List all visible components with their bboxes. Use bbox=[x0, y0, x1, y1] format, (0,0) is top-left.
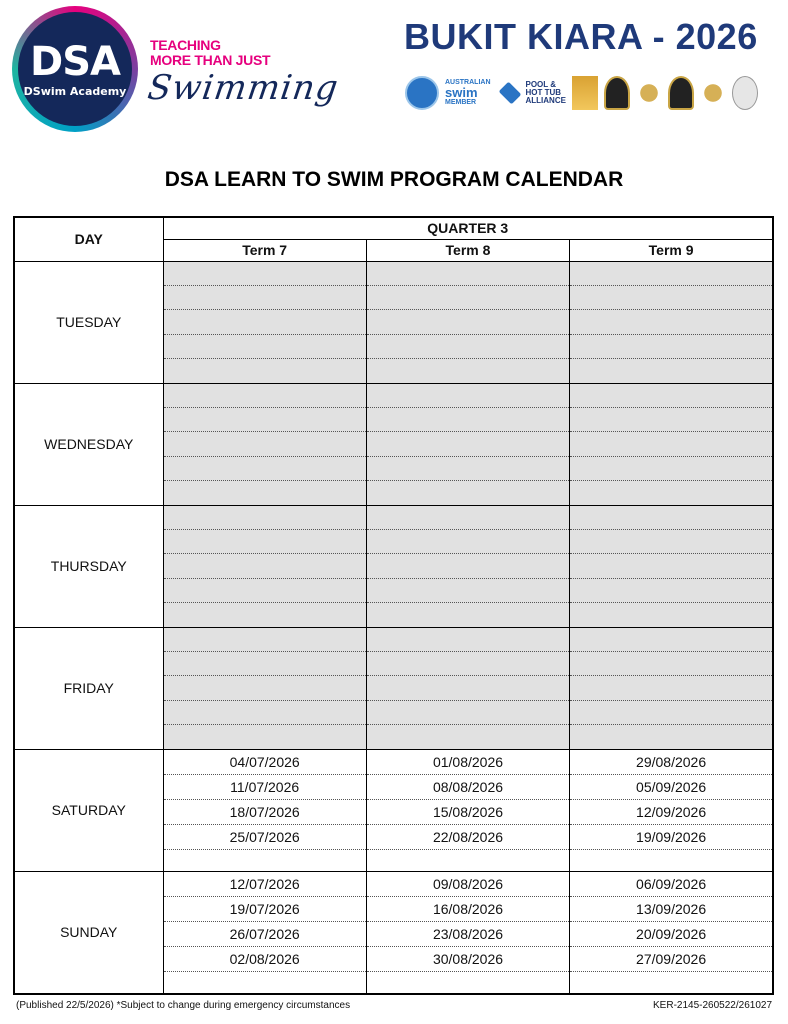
session-date: 01/08/2026 bbox=[367, 750, 569, 775]
session-date bbox=[570, 701, 772, 725]
session-date bbox=[570, 408, 772, 432]
session-date: 30/08/2026 bbox=[367, 947, 569, 972]
session-date: 12/09/2026 bbox=[570, 800, 772, 825]
day-row bbox=[14, 627, 773, 749]
term-cell bbox=[366, 261, 569, 383]
term-cell bbox=[163, 749, 366, 871]
session-date: 22/08/2026 bbox=[367, 825, 569, 850]
session-date bbox=[570, 972, 772, 993]
session-date: 19/07/2026 bbox=[164, 897, 366, 922]
session-date bbox=[570, 603, 772, 626]
session-date bbox=[164, 603, 366, 626]
award-medal-icon bbox=[700, 76, 726, 110]
session-date bbox=[367, 506, 569, 530]
term-cell bbox=[366, 749, 569, 871]
session-date bbox=[164, 530, 366, 554]
session-date bbox=[164, 310, 366, 334]
session-date: 05/09/2026 bbox=[570, 775, 772, 800]
term-cell bbox=[570, 627, 773, 749]
accreditation-badges bbox=[405, 76, 758, 110]
term-cell bbox=[366, 627, 569, 749]
session-date bbox=[367, 554, 569, 578]
term-cell bbox=[366, 383, 569, 505]
session-date bbox=[164, 481, 366, 504]
session-date: 19/09/2026 bbox=[570, 825, 772, 850]
day-row bbox=[14, 383, 773, 505]
session-date bbox=[367, 850, 569, 871]
session-date: 06/09/2026 bbox=[570, 872, 772, 897]
session-date: 13/09/2026 bbox=[570, 897, 772, 922]
session-date bbox=[164, 652, 366, 676]
day-label: WEDNESDAY bbox=[14, 383, 163, 505]
day-column-header: DAY bbox=[14, 217, 163, 261]
tagline-script: Swimming bbox=[145, 68, 342, 108]
program-calendar bbox=[13, 216, 774, 995]
session-date: 04/07/2026 bbox=[164, 750, 366, 775]
session-date: 29/08/2026 bbox=[570, 750, 772, 775]
award-seal-icon bbox=[732, 76, 758, 110]
session-date bbox=[367, 310, 569, 334]
document-title: DSA LEARN TO SWIM PROGRAM CALENDAR bbox=[164, 168, 624, 191]
logo-sub-text: DSwim Academy bbox=[23, 84, 127, 98]
session-date bbox=[570, 628, 772, 652]
session-date bbox=[570, 481, 772, 504]
session-date bbox=[164, 408, 366, 432]
session-date: 02/08/2026 bbox=[164, 947, 366, 972]
award-star-icon bbox=[636, 76, 662, 110]
award-crest-icon bbox=[668, 76, 694, 110]
session-date bbox=[164, 701, 366, 725]
session-date bbox=[570, 310, 772, 334]
session-date bbox=[367, 481, 569, 504]
session-date bbox=[570, 725, 772, 748]
location-title: BUKIT KIARA - 2026 bbox=[404, 16, 758, 57]
session-date bbox=[164, 579, 366, 603]
session-date bbox=[367, 359, 569, 382]
session-date: 08/08/2026 bbox=[367, 775, 569, 800]
session-date bbox=[164, 262, 366, 286]
session-date bbox=[367, 603, 569, 626]
session-date bbox=[367, 432, 569, 456]
session-date: 18/07/2026 bbox=[164, 800, 366, 825]
session-date bbox=[164, 554, 366, 578]
session-date bbox=[164, 676, 366, 700]
session-date: 20/09/2026 bbox=[570, 922, 772, 947]
footer-note: (Published 22/5/2026) *Subject to change during emergency circumstances bbox=[16, 1000, 351, 1011]
session-date bbox=[570, 850, 772, 871]
session-date bbox=[164, 432, 366, 456]
term-cell bbox=[570, 871, 773, 994]
term-header: Term 8 bbox=[366, 239, 569, 261]
session-date bbox=[164, 359, 366, 382]
session-date bbox=[570, 286, 772, 310]
session-date bbox=[164, 335, 366, 359]
term-cell bbox=[570, 261, 773, 383]
session-date bbox=[570, 335, 772, 359]
logo-main-text: DSA bbox=[30, 38, 120, 85]
session-date bbox=[367, 676, 569, 700]
session-date bbox=[570, 506, 772, 530]
day-label: THURSDAY bbox=[14, 505, 163, 627]
session-date: 16/08/2026 bbox=[367, 897, 569, 922]
session-date: 11/07/2026 bbox=[164, 775, 366, 800]
aus-swim-badge: AUSTRALIAN swim MEMBER bbox=[445, 79, 491, 106]
day-row bbox=[14, 749, 773, 871]
session-date bbox=[164, 628, 366, 652]
day-row bbox=[14, 261, 773, 383]
day-row bbox=[14, 871, 773, 994]
accreditation-seal-icon bbox=[405, 76, 439, 110]
quarter-header: QUARTER 3 bbox=[163, 217, 773, 239]
session-date bbox=[164, 725, 366, 748]
session-date bbox=[367, 262, 569, 286]
term-cell bbox=[163, 871, 366, 994]
tagline-line1: TEACHING bbox=[150, 37, 221, 53]
session-date bbox=[164, 972, 366, 993]
session-date: 25/07/2026 bbox=[164, 825, 366, 850]
session-date: 09/08/2026 bbox=[367, 872, 569, 897]
tagline-line2: MORE THAN JUST bbox=[150, 52, 271, 68]
session-date bbox=[570, 652, 772, 676]
day-label: SUNDAY bbox=[14, 871, 163, 994]
pool-alliance-icon bbox=[498, 82, 521, 105]
award-winner-icon bbox=[572, 76, 598, 110]
session-date bbox=[367, 725, 569, 748]
session-date bbox=[164, 286, 366, 310]
day-label: SATURDAY bbox=[14, 749, 163, 871]
award-shield-icon bbox=[604, 76, 630, 110]
dsa-logo bbox=[12, 6, 138, 132]
day-row bbox=[14, 505, 773, 627]
session-date bbox=[164, 850, 366, 871]
session-date: 23/08/2026 bbox=[367, 922, 569, 947]
session-date bbox=[367, 457, 569, 481]
term-cell bbox=[163, 627, 366, 749]
session-date bbox=[570, 554, 772, 578]
session-date bbox=[367, 530, 569, 554]
session-date bbox=[367, 701, 569, 725]
term-cell bbox=[570, 505, 773, 627]
session-date bbox=[164, 457, 366, 481]
pool-alliance-badge: POOL & HOT TUB ALLIANCE bbox=[497, 81, 566, 105]
session-date bbox=[570, 530, 772, 554]
session-date: 26/07/2026 bbox=[164, 922, 366, 947]
session-date bbox=[570, 432, 772, 456]
session-date bbox=[570, 457, 772, 481]
session-date: 12/07/2026 bbox=[164, 872, 366, 897]
document-code: KER-2145-260522/261027 bbox=[653, 1000, 772, 1011]
session-date: 27/09/2026 bbox=[570, 947, 772, 972]
session-date bbox=[367, 408, 569, 432]
session-date bbox=[367, 628, 569, 652]
session-date bbox=[570, 359, 772, 382]
session-date bbox=[164, 384, 366, 408]
session-date bbox=[570, 676, 772, 700]
term-cell bbox=[163, 261, 366, 383]
term-cell bbox=[163, 383, 366, 505]
term-header: Term 7 bbox=[163, 239, 366, 261]
session-date bbox=[367, 579, 569, 603]
session-date bbox=[570, 262, 772, 286]
session-date bbox=[367, 286, 569, 310]
day-label: FRIDAY bbox=[14, 627, 163, 749]
session-date bbox=[570, 384, 772, 408]
term-cell bbox=[366, 871, 569, 994]
session-date bbox=[367, 384, 569, 408]
session-date bbox=[164, 506, 366, 530]
term-cell bbox=[570, 749, 773, 871]
term-cell bbox=[366, 505, 569, 627]
session-date bbox=[367, 972, 569, 993]
term-cell bbox=[570, 383, 773, 505]
session-date bbox=[570, 579, 772, 603]
session-date bbox=[367, 652, 569, 676]
session-date bbox=[367, 335, 569, 359]
term-header: Term 9 bbox=[570, 239, 773, 261]
term-cell bbox=[163, 505, 366, 627]
day-label: TUESDAY bbox=[14, 261, 163, 383]
tagline bbox=[150, 38, 270, 68]
session-date: 15/08/2026 bbox=[367, 800, 569, 825]
